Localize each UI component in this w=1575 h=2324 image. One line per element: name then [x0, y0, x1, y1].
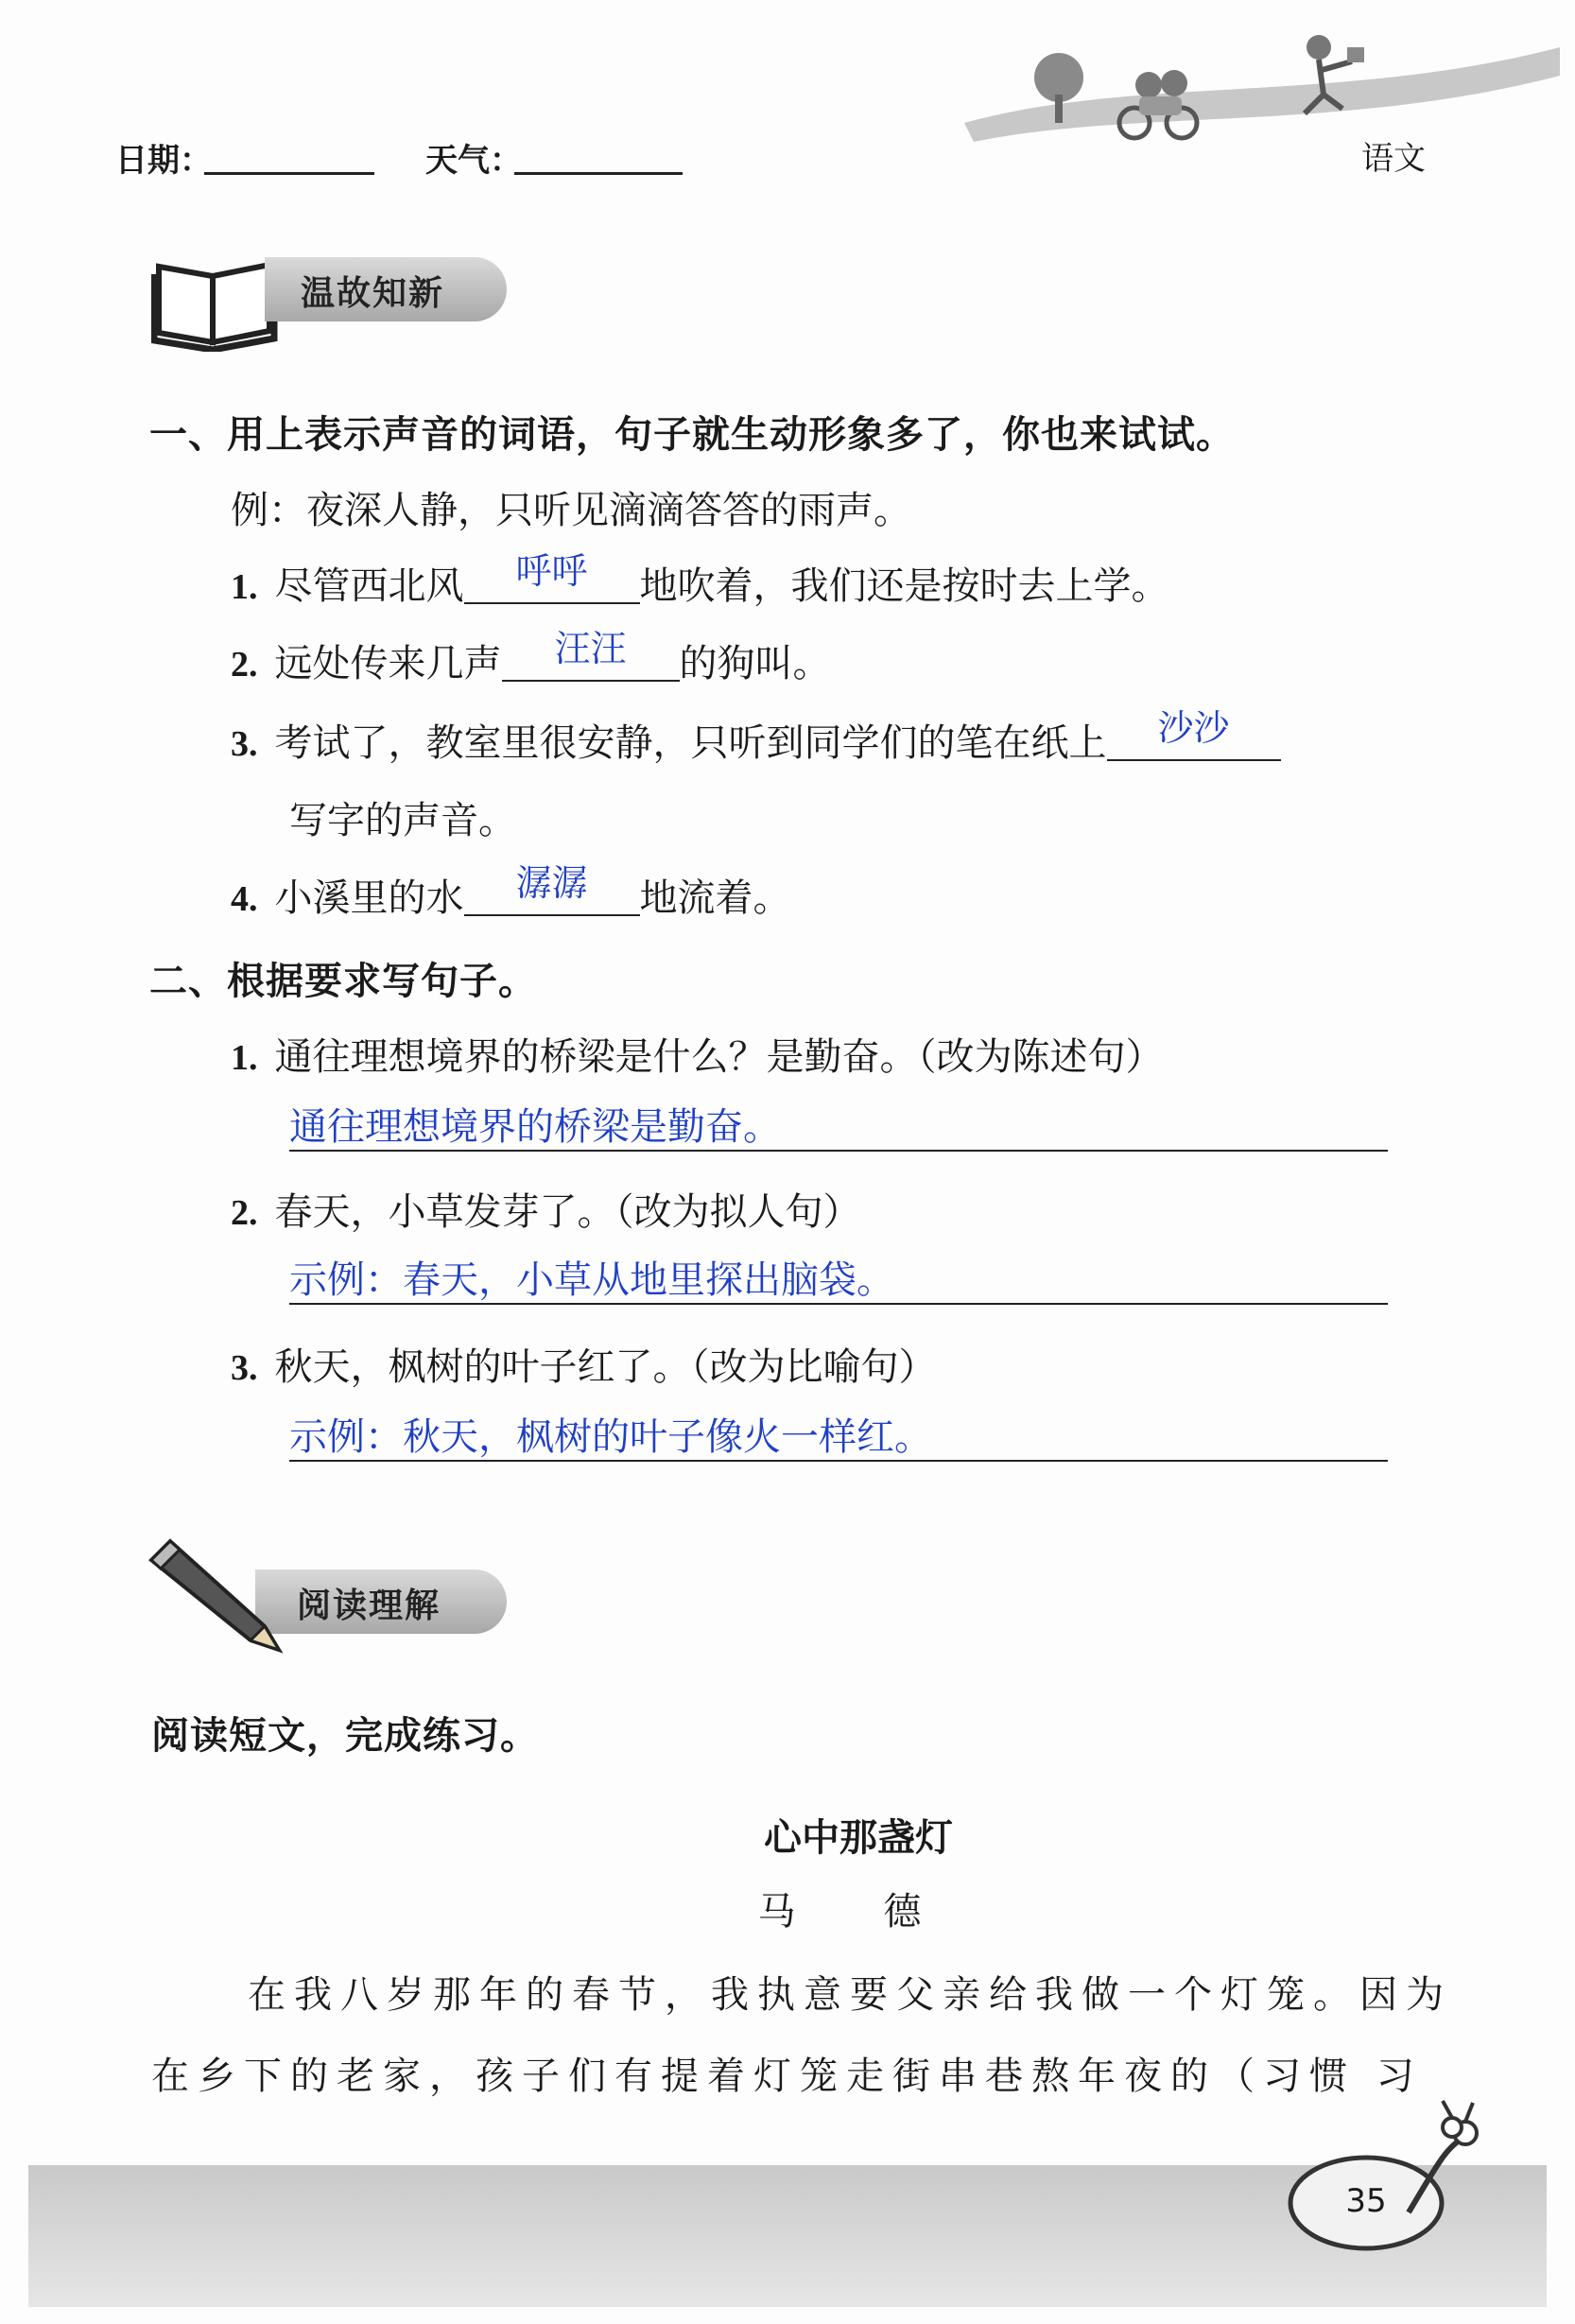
book-icon: [151, 248, 284, 352]
passage-line-2: 在乡下的老家，孩子们有提着灯笼走街串巷熬年夜的（习惯 习: [151, 2055, 1423, 2098]
page-number: 35: [1345, 2182, 1387, 2220]
header-illustration: [945, 19, 1569, 189]
part1-item-4: [231, 862, 791, 922]
answer-blank[interactable]: [1107, 707, 1281, 761]
passage-author: 马 德: [757, 1890, 960, 1934]
item-prompt: 通往理想境界的桥梁是什么？是勤奋。（改为陈述句）: [274, 1035, 1164, 1079]
part1-example: 例：夜深人静，只听见滴滴答答的雨声。: [231, 489, 911, 532]
part2-item-1: [231, 1027, 1164, 1081]
item-number: 3.: [231, 724, 258, 764]
item-number: 1.: [231, 567, 258, 607]
answer-blank[interactable]: [464, 550, 640, 604]
reading-banner-title: 阅读理解: [297, 1587, 441, 1625]
answer-line[interactable]: [289, 1303, 1388, 1305]
part1-heading: 一、用上表示声音的词语，句子就生动形象多了，你也来试试。: [149, 413, 1235, 457]
date-label: 日期：: [115, 142, 212, 180]
item-prompt: 秋天，枫树的叶子红了。（改为比喻句）: [274, 1345, 937, 1389]
review-banner-title: 温故知新: [301, 274, 445, 313]
answer-line[interactable]: [289, 1460, 1388, 1462]
part2-item-2: [231, 1182, 861, 1236]
answer-blank[interactable]: [464, 862, 640, 916]
item-text-before: 小溪里的水: [274, 876, 464, 920]
item-text-before: 远处传来几声: [274, 642, 502, 685]
item-number: 2.: [231, 645, 258, 685]
answer-line[interactable]: [289, 1150, 1388, 1152]
item-text-after: 的狗叫。: [679, 642, 831, 685]
weather-field[interactable]: [514, 172, 683, 175]
item-number: 4.: [231, 879, 258, 919]
reading-instruction: 阅读短文，完成练习。: [151, 1714, 539, 1758]
item-text-before: 尽管西北风: [274, 564, 464, 608]
part2-heading: 二、根据要求写句子。: [149, 960, 537, 1003]
pencil-icon: [142, 1532, 293, 1655]
part1-item-3: [231, 707, 1281, 767]
passage-title: 心中那盏灯: [764, 1816, 953, 1860]
answer-fill: 呼呼: [515, 550, 588, 592]
item-text-after: 地流着。: [639, 876, 791, 920]
item-prompt: 春天，小草发芽了。（改为拟人句）: [274, 1190, 861, 1234]
passage-line-1: 在我八岁那年的春节，我执意要父亲给我做一个灯笼。因为: [248, 1973, 1452, 2017]
part1-item-3-continued: 写字的声音。: [289, 799, 516, 842]
snail-icon: [1286, 2099, 1494, 2260]
item-number: 1.: [231, 1038, 258, 1078]
answer-blank[interactable]: [502, 628, 680, 682]
answer-fill: 潺潺: [515, 862, 588, 904]
part1-item-1: [231, 550, 1169, 610]
item-text-after: 地吹着，我们还是按时去上学。: [639, 564, 1169, 608]
answer-text: 示例：春天，小草从地里探出脑袋。: [289, 1258, 894, 1302]
answer-fill: 沙沙: [1157, 707, 1230, 749]
answer-text: 示例：秋天，枫树的叶子像火一样红。: [289, 1415, 932, 1459]
answer-fill: 汪汪: [554, 628, 627, 669]
subject-label: 语文: [1361, 140, 1426, 178]
date-field[interactable]: [204, 172, 374, 175]
weather-label: 天气：: [425, 142, 522, 180]
part1-item-2: [231, 628, 831, 687]
item-number: 2.: [231, 1193, 258, 1233]
item-text-before: 考试了，教室里很安静，只听到同学们的笔在纸上: [274, 721, 1107, 765]
answer-text: 通往理想境界的桥梁是勤奋。: [289, 1105, 781, 1149]
item-number: 3.: [231, 1348, 258, 1388]
part2-item-3: [231, 1337, 937, 1391]
